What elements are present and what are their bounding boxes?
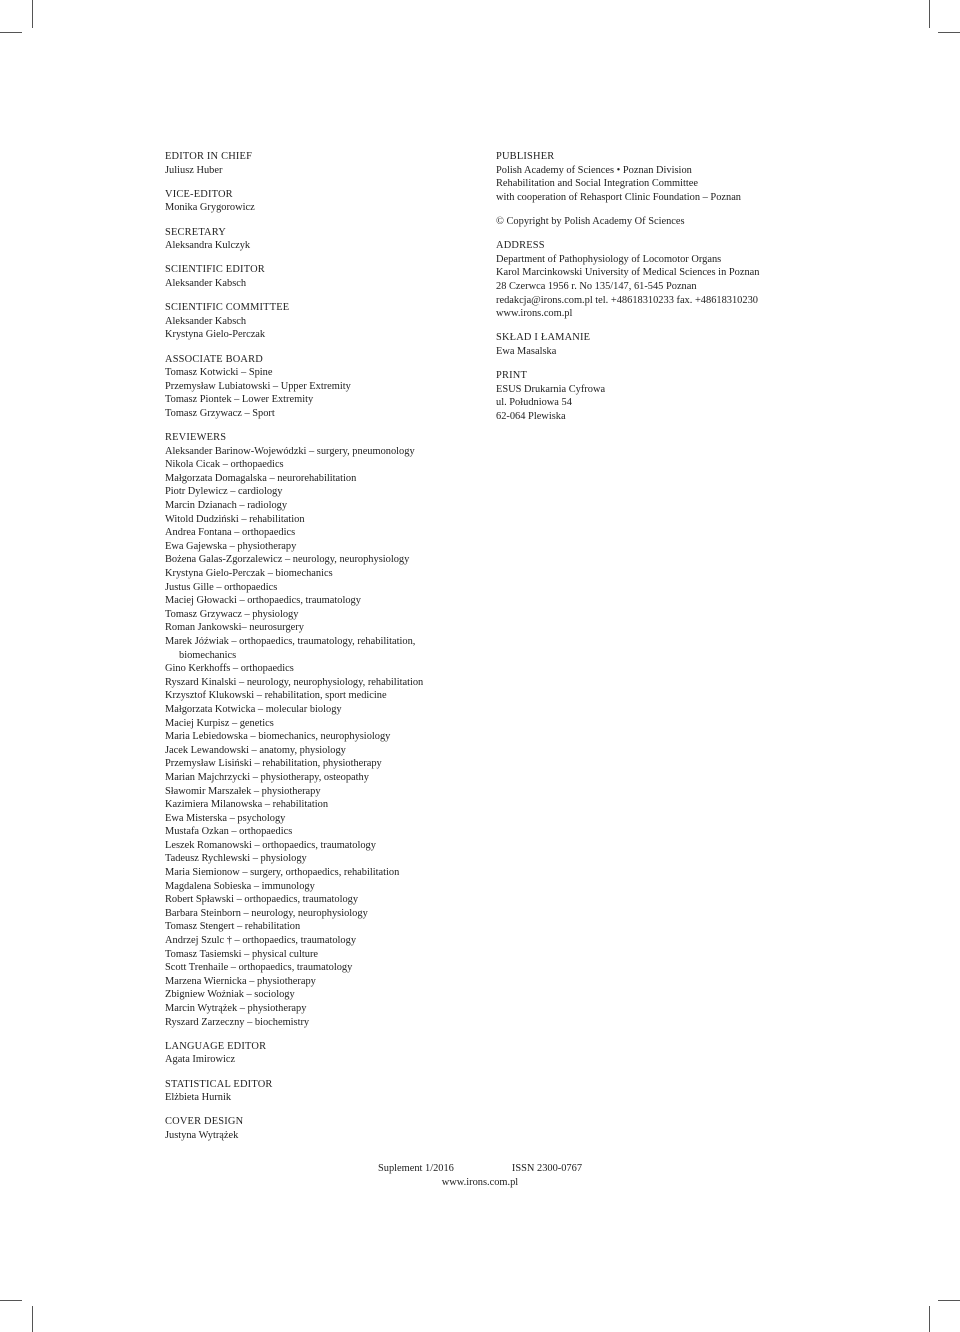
crop-mark-top-left-vertical (32, 0, 33, 28)
section-line: Marek Jóźwiak – orthopaedics, traumatology, rehabilitation, (165, 635, 416, 647)
masthead-right-column (496, 150, 826, 434)
section-line: Mustafa Ozkan – orthopaedics (165, 826, 293, 838)
section-line: Ewa Gajewska – physiotherapy (165, 540, 297, 552)
section-line: Marcin Dzianach – radiology (165, 500, 288, 512)
section-line: Jacek Lewandowski – anatomy, physiology (165, 744, 346, 756)
section-line: Aleksandra Kulczyk (165, 240, 251, 252)
section-line: ESUS Drukarnia Cyfrowa (496, 383, 606, 395)
section-line: Małgorzata Domagalska – neurorehabilitation (165, 472, 357, 484)
section-heading: SECRETARY (165, 226, 227, 238)
section-line: 62-064 Plewiska (496, 410, 566, 422)
section-line: Marcin Wytrążek – physiotherapy (165, 1003, 307, 1014)
masthead-section (496, 239, 826, 321)
section-line: Agata Imirowicz (165, 1054, 236, 1066)
section-line: Tomasz Kotwicki – Spine (165, 367, 273, 379)
crop-mark-bottom-left-horizontal (0, 1300, 22, 1301)
section-line: Przemysław Lisiński – rehabilitation, physiotherapy (165, 758, 382, 770)
section-line: Monika Grygorowicz (165, 202, 255, 214)
section-line: Tomasz Grzywacz – Sport (165, 407, 275, 419)
section-line: Scott Trenhaile – orthopaedics, traumatology (165, 962, 353, 974)
section-heading: SKŁAD I ŁAMANIE (496, 332, 591, 344)
section-line: Piotr Dylewicz – cardiology (165, 486, 283, 498)
section-line: Ewa Masalska (496, 345, 557, 357)
masthead-section (496, 369, 826, 423)
footer-issue-row (0, 1162, 960, 1176)
section-line: Witold Dudziński – rehabilitation (165, 513, 305, 525)
section-line: Aleksander Kabsch (165, 315, 247, 327)
section-line: Department of Pathophysiology of Locomotor Organs (496, 253, 722, 265)
section-line: Marian Majchrzycki – physiotherapy, osteopathy (165, 771, 369, 783)
section-line: ul. Południowa 54 (496, 397, 572, 409)
section-heading: REVIEWERS (165, 432, 227, 444)
section-line: Marzena Wiernicka – physiotherapy (165, 975, 316, 987)
section-line: biomechanics (179, 649, 237, 661)
masthead-section (165, 301, 465, 342)
masthead-section (165, 263, 465, 290)
section-heading: PUBLISHER (496, 151, 555, 162)
section-line: Przemysław Lubiatowski – Upper Extremity (165, 380, 351, 392)
section-heading: ASSOCIATE BOARD (165, 353, 263, 365)
section-line: Ryszard Kinalski – neurology, neurophysiology, rehabilitation (165, 676, 424, 688)
masthead-section (165, 1078, 465, 1105)
masthead-section (165, 188, 465, 215)
section-line: Ryszard Zarzeczny – biochemistry (165, 1016, 310, 1028)
section-line: Tomasz Grzywacz – physiology (165, 608, 299, 620)
footer-website: www.irons.com.pl (441, 1176, 519, 1188)
section-line: Juliusz Huber (165, 164, 223, 176)
section-heading: STATISTICAL EDITOR (165, 1078, 273, 1090)
section-heading: SCIENTIFIC EDITOR (165, 264, 265, 276)
section-line: Maria Siemionow – surgery, orthopaedics, rehabilitation (165, 867, 400, 879)
section-heading: PRINT (496, 370, 528, 382)
crop-mark-top-left-horizontal (0, 32, 22, 33)
masthead-section (165, 150, 465, 177)
section-line: Maria Lebiedowska – biomechanics, neurophysiology (165, 731, 391, 743)
section-line: Rehabilitation and Social Integration Committee (496, 178, 698, 190)
section-line: Karol Marcinkowski University of Medical Sciences in Poznan (496, 267, 760, 279)
section-line: with cooperation of Rehasport Clinic Foundation – Poznan (496, 191, 742, 203)
masthead-section (165, 1115, 465, 1142)
section-line: Sławomir Marszałek – physiotherapy (165, 785, 321, 797)
section-line: Aleksander Barinow-Wojewódzki – surgery, pneumonology (165, 445, 415, 457)
masthead-section (165, 431, 465, 1029)
masthead-section (165, 353, 465, 421)
masthead-left-column (165, 150, 465, 1153)
section-line: Roman Jankowski– neurosurgery (165, 622, 304, 634)
section-heading: LANGUAGE EDITOR (165, 1040, 267, 1052)
section-line: Maciej Głowacki – orthopaedics, traumatology (165, 595, 361, 607)
section-line: Magdalena Sobieska – immunology (165, 880, 315, 892)
masthead-section (165, 226, 465, 253)
section-line: Aleksander Kabsch (165, 277, 247, 289)
crop-mark-top-right-vertical (929, 0, 930, 28)
masthead-section (496, 150, 826, 204)
issn-label: ISSN 2300-0767 (511, 1163, 583, 1174)
masthead-section (496, 215, 826, 229)
section-line: 28 Czerwca 1956 r. No 135/147, 61-545 Poznan (496, 280, 697, 292)
section-line: Tomasz Piontek – Lower Extremity (165, 394, 314, 406)
section-line: Elżbieta Hurnik (165, 1092, 232, 1104)
section-line: Maciej Kurpisz – genetics (165, 717, 274, 729)
section-line: Tadeusz Rychlewski – physiology (165, 853, 307, 865)
section-line: Andrea Fontana – orthopaedics (165, 527, 296, 539)
section-line: redakcja@irons.com.pl tel. +48618310233 fax. +48618310230 (496, 294, 758, 306)
section-line: Ewa Misterska – psychology (165, 812, 286, 824)
crop-mark-bottom-left-vertical (32, 1306, 33, 1332)
section-line: Bożena Galas-Zgorzalewicz – neurology, neurophysiology (165, 554, 410, 566)
section-heading: EDITOR IN CHIEF (165, 151, 253, 162)
section-line: Justyna Wytrążek (165, 1129, 239, 1141)
section-line: www.irons.com.pl (496, 308, 573, 320)
section-line: Tomasz Tasiemski – physical culture (165, 948, 319, 960)
section-heading: SCIENTIFIC COMMITTEE (165, 302, 290, 314)
section-line: Nikola Cicak – orthopaedics (165, 459, 284, 471)
section-line: Tomasz Stengert – rehabilitation (165, 921, 301, 933)
masthead-section (165, 1040, 465, 1067)
section-line: Justus Gille – orthopaedics (165, 581, 278, 593)
section-line: Gino Kerkhoffs – orthopaedics (165, 663, 294, 675)
section-line: Krzysztof Klukowski – rehabilitation, sport medicine (165, 690, 387, 702)
crop-mark-bottom-right-vertical (929, 1306, 930, 1332)
section-heading: COVER DESIGN (165, 1116, 244, 1128)
section-line: Zbigniew Woźniak – sociology (165, 989, 295, 1001)
section-heading: ADDRESS (496, 240, 545, 252)
section-line: Krystyna Gielo-Perczak – biomechanics (165, 568, 333, 579)
section-line: Krystyna Gielo-Perczak (165, 329, 266, 341)
section-line: Robert Spławski – orthopaedics, traumatology (165, 894, 359, 906)
section-line: Leszek Romanowski – orthopaedics, traumatology (165, 839, 376, 851)
section-line: Andrzej Szulc † – orthopaedics, traumatology (165, 935, 357, 947)
section-heading: VICE-EDITOR (165, 188, 233, 200)
crop-mark-bottom-right-horizontal (938, 1300, 960, 1301)
section-line: Polish Academy of Sciences • Poznan Division (496, 164, 692, 176)
section-line: Kazimiera Milanowska – rehabilitation (165, 799, 329, 811)
section-line: Barbara Steinborn – neurology, neurophysiology (165, 907, 368, 919)
section-line: © Copyright by Polish Academy Of Sciences (496, 215, 685, 227)
section-line: Małgorzata Kotwicka – molecular biology (165, 703, 342, 715)
page-footer (0, 1162, 960, 1189)
crop-mark-top-right-horizontal (938, 32, 960, 33)
masthead-section (496, 331, 826, 358)
supplement-label: Suplement 1/2016 (377, 1163, 454, 1174)
